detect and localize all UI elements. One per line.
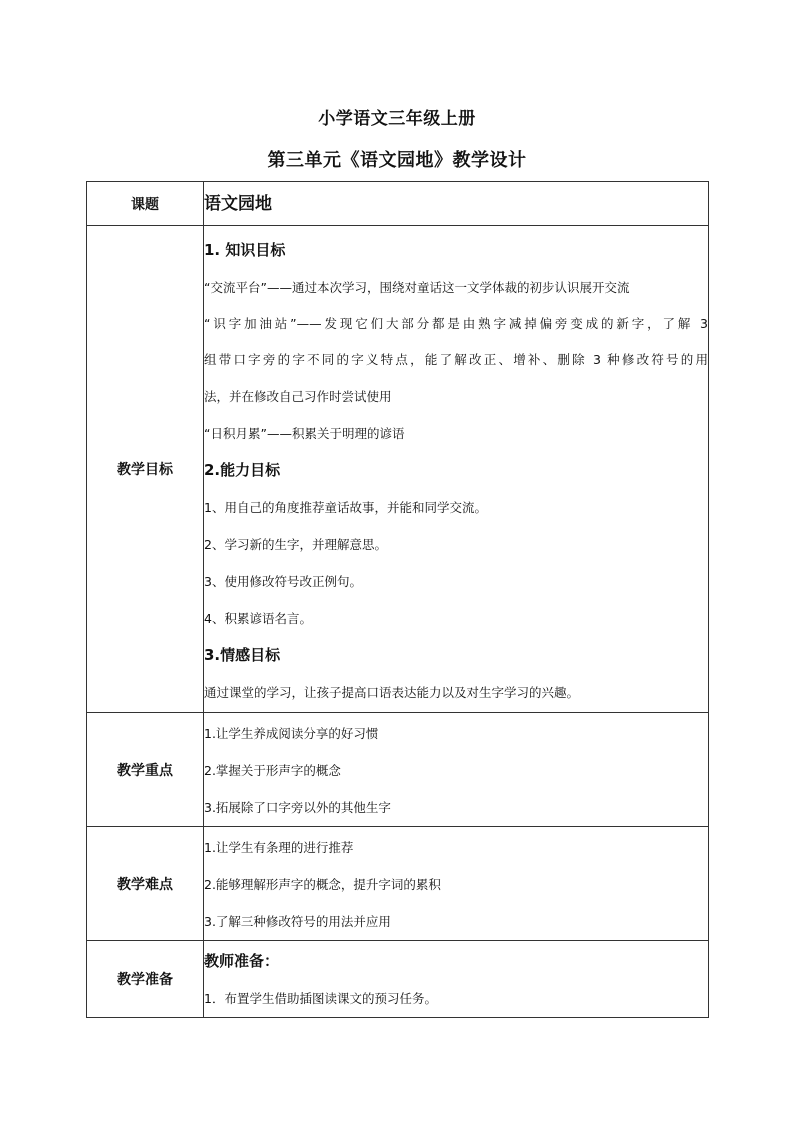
ability-line: 2、学习新的生字，并理解意思。 — [204, 537, 387, 552]
keypoint-line: 1.让学生养成阅读分享的好习惯 — [204, 726, 379, 741]
topic-row — [87, 182, 709, 226]
ability-line: 4、积累谚语名言。 — [204, 611, 312, 626]
keypoints-label: 教学重点 — [87, 713, 204, 827]
objectives-label: 教学目标 — [87, 226, 204, 713]
difficulties-row — [87, 827, 709, 941]
keypoint-line: 3.拓展除了口字旁以外的其他生字 — [204, 800, 391, 815]
preparation-cell — [204, 941, 709, 1018]
topic-value: 语文园地 — [204, 194, 272, 214]
emotion-heading: 3.情感目标 — [204, 646, 281, 664]
knowledge-heading: 1. 知识目标 — [204, 241, 286, 259]
ability-line: 3、使用修改符号改正例句。 — [204, 574, 362, 589]
knowledge-line: “日积月累”——积累关于明理的谚语 — [204, 426, 405, 441]
difficulties-label: 教学难点 — [87, 827, 204, 941]
preparation-heading: 教师准备： — [204, 952, 280, 970]
objectives-row — [87, 226, 709, 713]
preparation-label: 教学准备 — [87, 941, 204, 1018]
objectives-cell — [204, 226, 709, 713]
keypoints-row — [87, 713, 709, 827]
keypoints-cell — [204, 713, 709, 827]
preparation-row — [87, 941, 709, 1018]
document-title: 小学语文三年级上册 — [318, 109, 476, 129]
lesson-plan-table — [86, 181, 709, 1018]
keypoint-line: 2.掌握关于形声字的概念 — [204, 763, 341, 778]
topic-value-cell — [204, 182, 709, 226]
knowledge-line: 法，并在修改自己习作时尝试使用 — [204, 389, 392, 404]
difficulties-cell — [204, 827, 709, 941]
topic-label: 课题 — [87, 182, 204, 226]
knowledge-line: “交流平台”——通过本次学习，围绕对童话这一文学体裁的初步认识展开交流 — [204, 280, 630, 295]
preparation-line: 1．布置学生借助插图读课文的预习任务。 — [204, 991, 437, 1006]
ability-heading: 2.能力目标 — [204, 461, 281, 479]
emotion-line: 通过课堂的学习，让孩子提高口语表达能力以及对生字学习的兴趣。 — [204, 685, 580, 700]
knowledge-line: 组带口字旁的字不同的字义特点，能了解改正、增补、删除 3 种修改符号的用 — [204, 352, 708, 367]
knowledge-line: “识字加油站”——发现它们大部分都是由熟字减掉偏旁变成的新字，了解 3 — [204, 316, 708, 331]
ability-line: 1、用自己的角度推荐童话故事，并能和同学交流。 — [204, 500, 487, 515]
difficulty-line: 1.让学生有条理的进行推荐 — [204, 840, 354, 855]
document-subtitle: 第三单元《语文园地》教学设计 — [267, 150, 527, 171]
difficulty-line: 3.了解三种修改符号的用法并应用 — [204, 914, 391, 929]
difficulty-line: 2.能够理解形声字的概念，提升字词的累积 — [204, 877, 441, 892]
